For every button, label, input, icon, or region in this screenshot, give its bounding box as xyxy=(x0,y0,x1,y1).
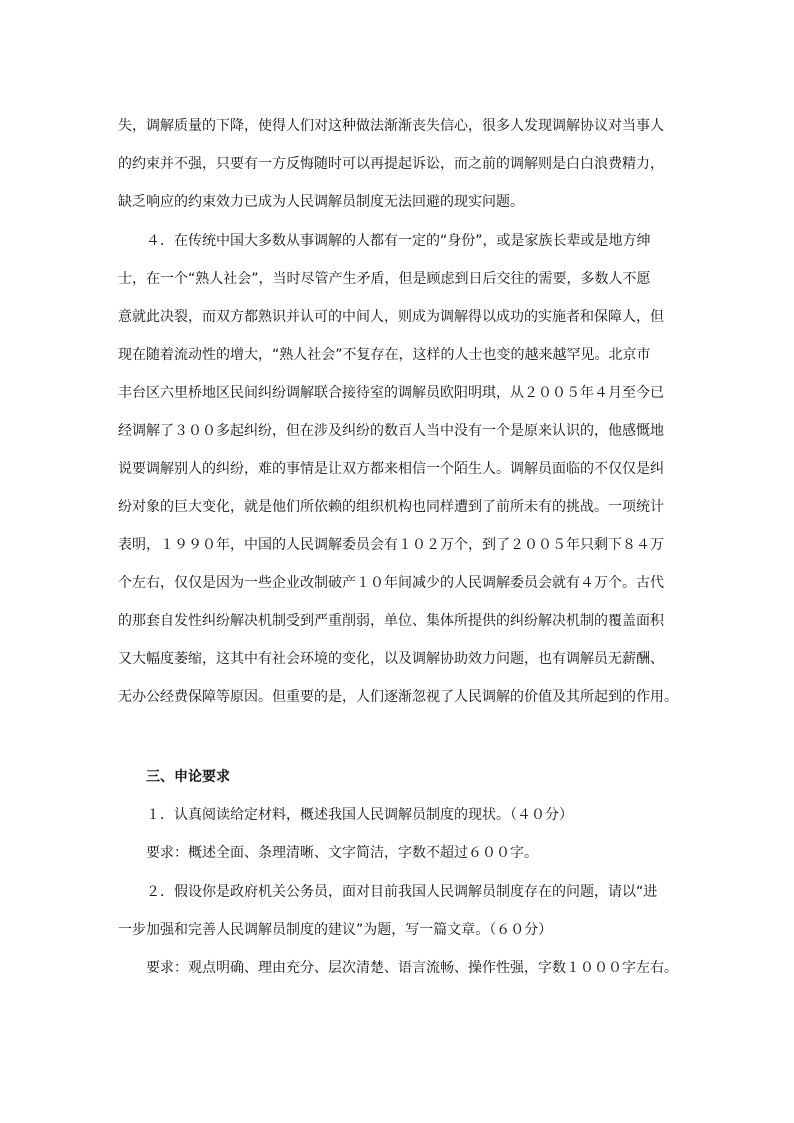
text-line: 无办公经费保障等原因。但重要的是，人们逐渐忽视了人民调解的价值及其所起到的作用。 xyxy=(118,689,678,705)
section-title: 三、申论要求 xyxy=(146,769,230,785)
text-line: 丰台区六里桥地区民间纠纷调解联合接待室的调解员欧阳明琪，从２００５年４月至今已 xyxy=(118,385,664,401)
text-line: 的约束并不强，只要有一方反悔随时可以再提起诉讼，而之前的调解则是白白浪费精力， xyxy=(118,156,664,172)
requirement-item-1-detail: 要求：概述全面、条理清晰、文字简洁，字数不超过６００字。 xyxy=(146,845,538,861)
text-line: 意就此决裂，而双方都熟识并认可的中间人，则成为调解得以成功的实施者和保障人，但 xyxy=(118,309,664,325)
requirement-item-2: ２．假设你是政府机关公务员，面对目前我国人民调解员制度存在的问题，请以“进 xyxy=(146,884,658,900)
text-line: 失，调解质量的下降，使得人们对这种做法渐渐丧失信心，很多人发现调解协议对当事人 xyxy=(118,118,664,134)
text-line: 经调解了３００多起纠纷，但在涉及纠纷的数百人当中没有一个是原来认识的，他感慨地 xyxy=(118,423,664,439)
text-line: 现在随着流动性的增大，“熟人社会”不复存在，这样的人士也变的越来越罕见。北京市 xyxy=(118,347,651,363)
text-line: 的那套自发性纠纷解决机制受到严重削弱，单位、集体所提供的纠纷解决机制的覆盖面积 xyxy=(118,613,664,629)
text-line: 又大幅度萎缩，这其中有社会环境的变化，以及调解协助效力问题，也有调解员无薪酬、 xyxy=(118,651,664,667)
text-line: 士，在一个“熟人社会”，当时尽管产生矛盾，但是顾虑到日后交往的需要，多数人不愿 xyxy=(118,271,651,287)
text-line: 表明，１９９０年，中国的人民调解委员会有１０２万个，到了２００５年只剩下８４万 xyxy=(118,537,664,553)
text-line: 纷对象的巨大变化，就是他们所依赖的组织机构也同样遭到了前所未有的挑战。一项统计 xyxy=(118,499,664,515)
requirement-item-1: １．认真阅读给定材料，概述我国人民调解员制度的现状。（４０分） xyxy=(146,807,573,823)
requirement-item-2-detail: 要求：观点明确、理由充分、层次清楚、语言流畅、操作性强，字数１０００字左右。 xyxy=(146,960,678,976)
requirement-item-2-cont: 一步加强和完善人民调解员制度的建议”为题，写一篇文章。（６０分） xyxy=(118,922,553,938)
text-line: 缺乏响应的约束效力已成为人民调解员制度无法回避的现实问题。 xyxy=(118,194,524,210)
paragraph-4-first-line: ４．在传统中国大多数从事调解的人都有一定的“身份”，或是家族长辈或是地方绅 xyxy=(146,233,651,249)
text-line: 个左右，仅仅是因为一些企业改制破产１０年间减少的人民调解委员会就有４万个。古代 xyxy=(118,575,664,591)
text-line: 说要调解别人的纠纷，难的事情是让双方都来相信一个陌生人。调解员面临的不仅仅是纠 xyxy=(118,461,664,477)
